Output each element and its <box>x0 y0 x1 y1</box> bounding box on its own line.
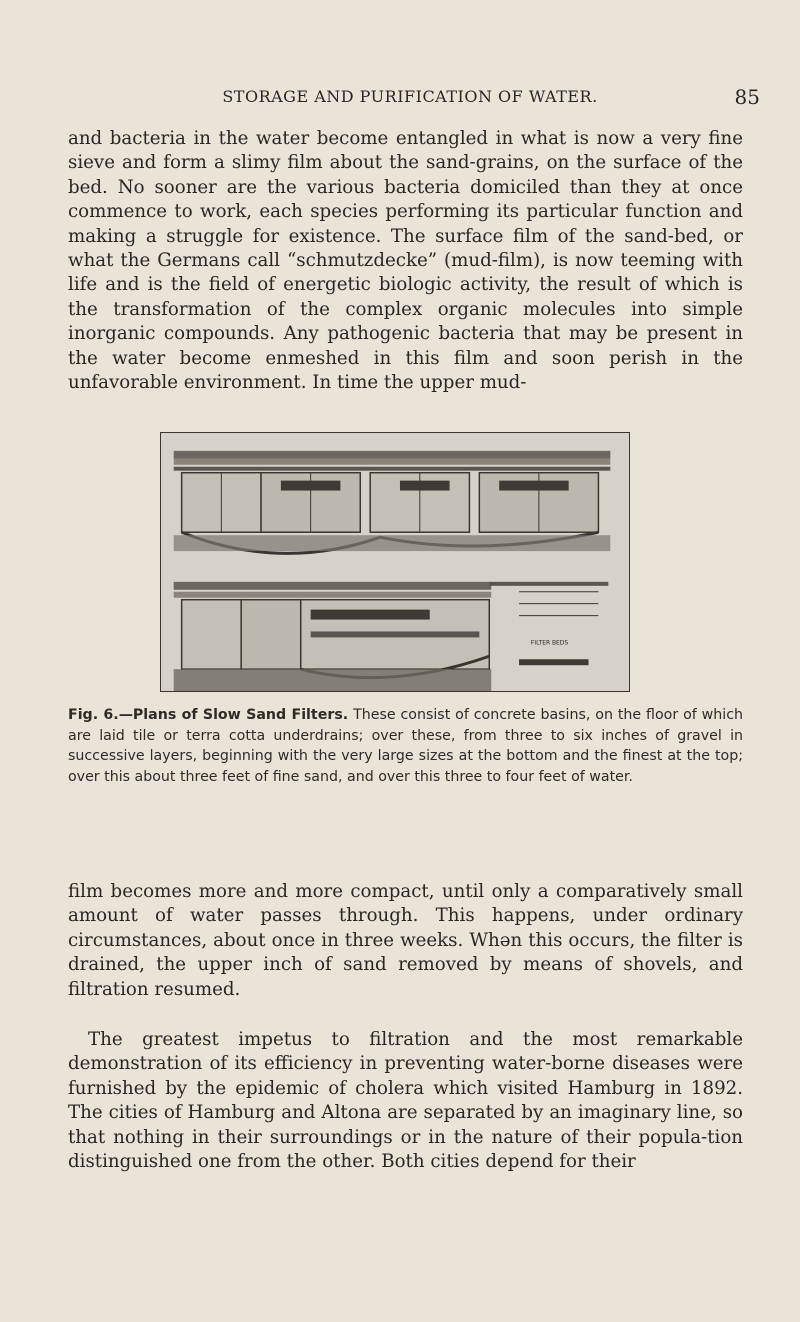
page-header <box>60 87 760 113</box>
figure-caption-label: Fig. 6.—Plans of Slow Sand Filters. <box>68 707 349 723</box>
paragraph-1: and bacteria in the water become entangled in what is now a very fine sieve and form a slimy film about the sand-grains, on the surface of the bed. No sooner are the various bacteria domiciled than they at once commence to work, each species performing its particular function and making a struggle for existence. The surface film of the sand-bed, or what the Germans call “schmutzdecke” (mud-film), is now teeming with life and is the field of energetic biologic activity, the result of which is the transformation of the complex organic molecules into simple inorganic compounds. Any pathogenic bacteria that may be present in the water become enmeshed in this film and soon perish in the unfavorable environment. In time the upper mud- <box>68 128 743 394</box>
filter-plan-figure <box>160 432 630 692</box>
figure-label: FILTER BEDS <box>530 639 569 647</box>
figure-caption-text: These consist of concrete basins, on the floor of which are laid tile or terra cotta underdrains; over these, from three to six inches of gravel in successive layers, beginning with the very large sizes at the bottom and the finest at the top; over this about three feet of fine sand, and over this three to four feet of water. <box>68 707 743 785</box>
page-number: 85 <box>734 85 760 109</box>
paragraph-3: The greatest impetus to filtration and the most remarkable demonstration of its efficiency in preventing water-borne diseases were furnished by the epidemic of cholera which visited Hamburg in 1892. The cities of Hamburg and Altona are separated by an imaginary line, so that nothing in their surroundings or in the nature of their popula-tion distinguished one from the other. Both cities depend for their <box>68 1029 743 1173</box>
figure-caption <box>68 705 743 787</box>
filter-plan-drawing <box>161 433 629 691</box>
paragraph-2: film becomes more and more compact, until only a comparatively small amount of water passes through. This happens, under ordinary circumstances, about once in three weeks. Whən this occurs, the filter is drained, the upper inch of sand removed by means of shovels, and filtration resumed. <box>68 881 743 1000</box>
running-title: STORAGE AND PURIFICATION OF WATER. <box>222 87 598 106</box>
